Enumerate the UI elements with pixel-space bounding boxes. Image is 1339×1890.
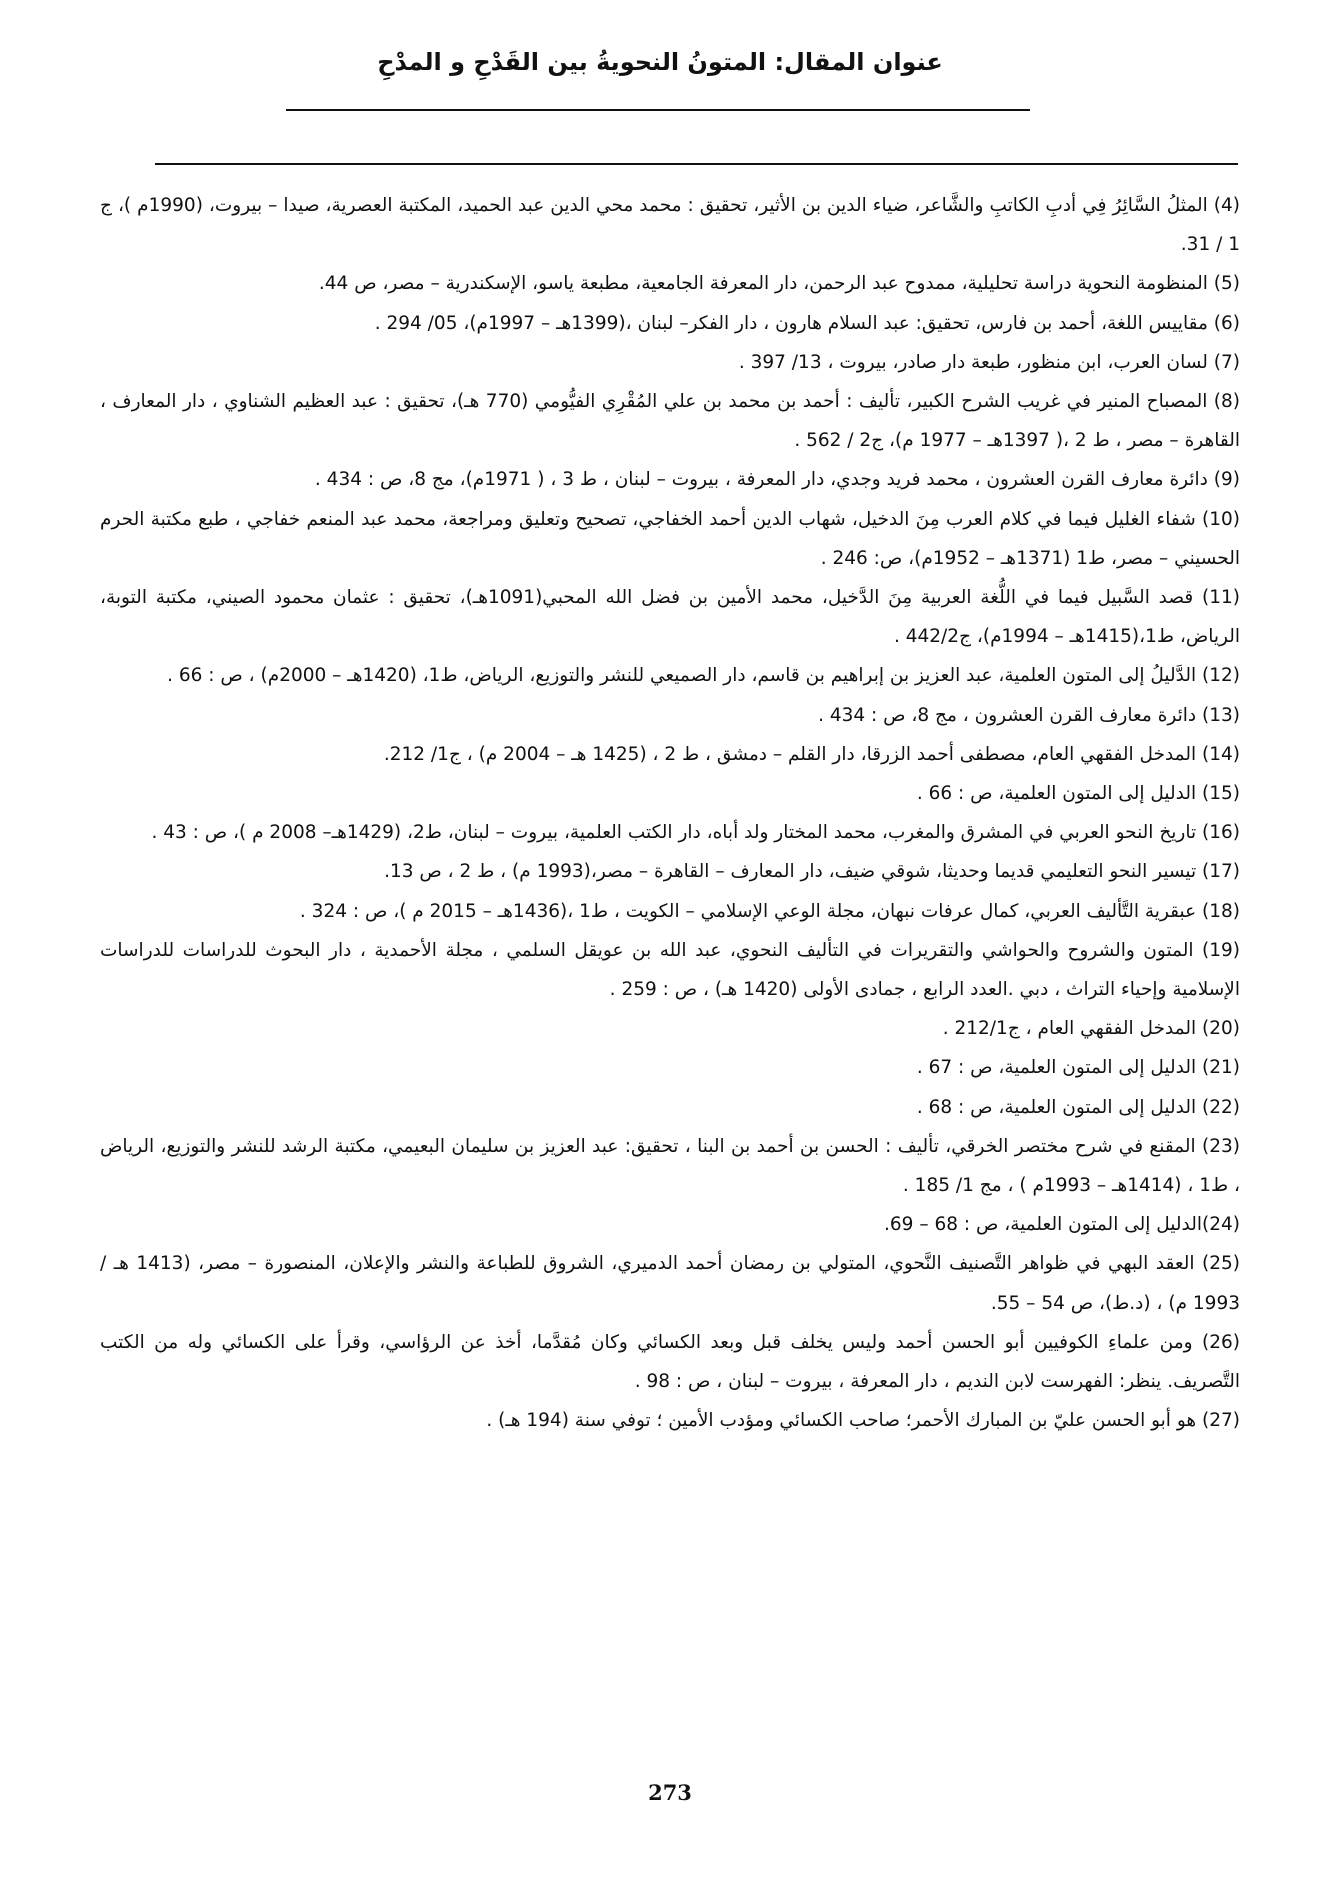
footnote-20: (20) المدخل الفقهي العام ، ج212/1 . bbox=[942, 1018, 1240, 1040]
footnote-8: (8) المصباح المنير في غريب الشرح الكبير، تأليف : أحمد بن محمد بن علي المُقْرِي الفيُّومي (770 هـ)، تحقيق : عبد العظيم الشناوي ، دار المعارف ، القاهرة – مصر ، ط 2 ،( 1397هـ – 1977 م)، ج2 / 562 . bbox=[100, 391, 1240, 452]
footnote-10: (10) شفاء الغليل فيما في كلام العرب مِنَ الدخيل، شهاب الدين أحمد الخفاجي، تصحيح وتعليق ومراجعة، محمد عبد المنعم خفاجي ، طبع مكتبة الحرم الحسيني – مصر، ط1 (1371هـ – 1952م)، ص: 246 . bbox=[100, 508, 1240, 569]
footnote-23: (23) المقنع في شرح مختصر الخرقي، تأليف : الحسن بن أحمد بن البنا ، تحقيق: عبد العزيز بن سليمان البعيمي، مكتبة الرشد للنشر والتوزيع، الرياض ، ط1 ، (1414هـ – 1993م ) ، مج 1/ 185 . bbox=[100, 1135, 1240, 1197]
footnote-5: (5) المنظومة النحوية دراسة تحليلية، ممدوح عبد الرحمن، دار المعرفة الجامعية، مطبعة ياسو، الإسكندرية – مصر، ص 44. bbox=[318, 273, 1240, 295]
footnote-12: (12) الدَّليلُ إلى المتون العلمية، عبد العزيز بن إبراهيم بن قاسم، دار الصميعي للنشر والتوزيع، الرياض، ط1، (1420هـ – 2000م) ، ص : 66 . bbox=[167, 665, 1240, 687]
footnotes-list bbox=[100, 186, 1240, 1441]
footnote-11: (11) قصد السَّبيل فيما في اللُّغة العربية مِنَ الدَّخيل، محمد الأمين بن فضل الله المحبي(1091هـ)، تحقيق : عثمان محمود الصيني، مكتبة التوبة، الرياض، ط1،(1415هـ – 1994م)، ج442/2 . bbox=[100, 587, 1240, 648]
footnote-19: (19) المتون والشروح والحواشي والتقريرات في التأليف النحوي، عبد الله بن عويقل السلمي ، مجلة الأحمدية ، دار البحوث للدراسات للدراسات الإسلامية وإحياء التراث ، دبي .العدد الرابع ، جمادى الأولى (1420 هـ) ، ص : 259 . bbox=[100, 939, 1240, 1001]
footnote-18: (18) عبقرية التَّأليف العربي، كمال عرفات نبهان، مجلة الوعي الإسلامي – الكويت ، ط1 ،(1436هـ – 2015 م )، ص : 324 . bbox=[299, 900, 1240, 922]
header-divider bbox=[286, 109, 1030, 111]
footnote-16: (16) تاريخ النحو العربي في المشرق والمغرب، محمد المختار ولد أباه، دار الكتب العلمية، بيروت – لبنان، ط2، (1429هـ– 2008 م )، ص : 43 . bbox=[151, 822, 1240, 844]
footnote-6: (6) مقاييس اللغة، أحمد بن فارس، تحقيق: عبد السلام هارون ، دار الفكر– لبنان ،(1399هـ – 1997م)، 05/ 294 . bbox=[374, 312, 1240, 334]
footnotes-divider bbox=[155, 163, 1238, 165]
footnote-21: (21) الدليل إلى المتون العلمية، ص : 67 . bbox=[916, 1057, 1240, 1079]
footnote-27: (27) هو أبو الحسن عليّ بن المبارك الأحمر؛ صاحب الكسائي ومؤدب الأمين ؛ توفي سنة (194 هـ) . bbox=[486, 1410, 1240, 1432]
footnote-25: (25) العقد البهي في ظواهر التَّصنيف النَّحوي، المتولي بن رمضان أحمد الدميري، الشروق للطباعة والنشر والإعلان، المنصورة – مصر، (1413 هـ / 1993 م) ، (د.ط)، ص 54 – 55. bbox=[100, 1253, 1240, 1314]
footnote-22: (22) الدليل إلى المتون العلمية، ص : 68 . bbox=[916, 1096, 1240, 1118]
footnote-17: (17) تيسير النحو التعليمي قديما وحديثا، شوقي ضيف، دار المعارف – القاهرة – مصر،(1993 م) ، ط 2 ، ص 13. bbox=[384, 861, 1240, 883]
footnote-24: (24)الدليل إلى المتون العلمية، ص : 68 – 69. bbox=[884, 1214, 1240, 1236]
footnote-7: (7) لسان العرب، ابن منظور، طبعة دار صادر، بيروت ، 13/ 397 . bbox=[738, 351, 1240, 373]
footnote-14: (14) المدخل الفقهي العام، مصطفى أحمد الزرقا، دار القلم – دمشق ، ط 2 ، (1425 هـ – 2004 م) ، ج1/ 212. bbox=[383, 743, 1240, 765]
running-header-title: عنوان المقال: المتونُ النحويةُ بين القَدْحِ و المدْحِ bbox=[377, 48, 943, 76]
footnote-4: (4) المثلُ السَّائِرُ فِي أدبِ الكاتبِ والشَّاعر، ضياء الدين بن الأثير، تحقيق : محمد محي الدين عبد الحميد، المكتبة العصرية، صيدا – بيروت، (1990م )، ج 1 / 31. bbox=[100, 195, 1241, 256]
page-number: 273 bbox=[648, 1780, 692, 1805]
footnote-9: (9) دائرة معارف القرن العشرون ، محمد فريد وجدي، دار المعرفة ، بيروت – لبنان ، ط 3 ، ( 1971م)، مج 8، ص : 434 . bbox=[314, 469, 1240, 491]
footnote-15: (15) الدليل إلى المتون العلمية، ص : 66 . bbox=[916, 783, 1240, 805]
footnote-13: (13) دائرة معارف القرن العشرون ، مج 8، ص : 434 . bbox=[818, 704, 1240, 726]
footnote-26: (26) ومن علماءِ الكوفيين أبو الحسن أحمد وليس يخلف قبل وبعد الكسائي وكان مُقدَّما، أخذ عن الرؤاسي، وقرأ على الكسائي وله من الكتب التَّصريف. ينظر: الفهرست لابن النديم ، دار المعرفة ، بيروت – لبنان ، ص : 98 . bbox=[100, 1331, 1240, 1393]
